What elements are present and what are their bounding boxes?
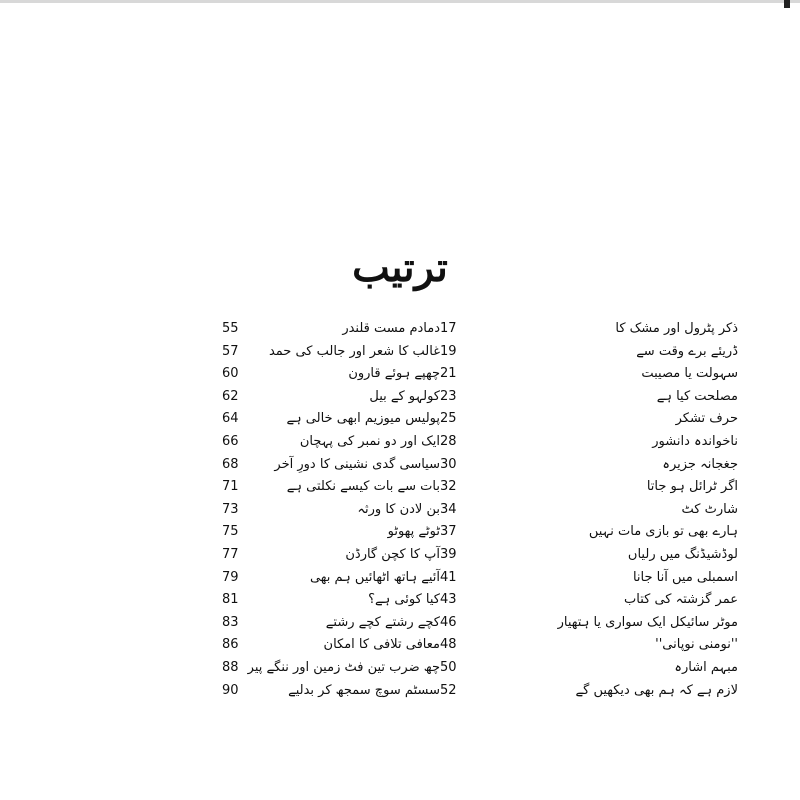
toc-entry (222, 408, 440, 431)
toc-column-left (222, 318, 440, 702)
toc-entry-title: اگر ٹرائل ہو جاتا (646, 479, 738, 495)
toc-entry (222, 567, 440, 590)
toc-page-number: 23 (440, 388, 457, 404)
toc-page-number: 32 (440, 479, 457, 495)
toc-entry-title: ذکر پٹرول اور مشک کا (615, 321, 738, 336)
toc-entry-title: ناخواندہ دانشور (652, 433, 738, 449)
page-top-edge (0, 0, 800, 3)
toc-page-number: 50 (440, 659, 457, 675)
toc-page-number: 34 (440, 501, 457, 517)
toc-page-number: 90 (222, 682, 239, 698)
page-title: ترتیب (352, 244, 448, 291)
toc-page-number: 41 (440, 569, 457, 585)
toc-page-number: 73 (222, 501, 239, 517)
toc-page-number: 68 (222, 456, 239, 472)
toc-entry-title: آئیے ہاتھ اٹھائیں ہم بھی (309, 569, 440, 585)
toc-page-number: 79 (222, 569, 239, 585)
toc-page-number: 39 (440, 546, 457, 562)
toc-page-number: 21 (440, 366, 457, 382)
toc-page-number: 66 (222, 433, 239, 449)
toc-page-number: 30 (440, 456, 457, 472)
toc-page-number: 52 (440, 682, 457, 698)
toc-entry (222, 318, 440, 341)
toc-entry (440, 386, 740, 409)
toc-entry (222, 589, 440, 612)
toc-entry-title: جغجانہ جزیرہ (662, 456, 738, 472)
toc-entry (222, 431, 440, 454)
toc-page-number: 62 (222, 388, 239, 404)
toc-column-right (440, 318, 740, 702)
toc-entry-title: مبہم اشارہ (674, 659, 738, 675)
toc-entry-title: اسمبلی میں آنا جانا (632, 569, 738, 585)
toc-entry (440, 499, 740, 522)
toc-entry (222, 680, 440, 703)
toc-entry (222, 521, 440, 544)
toc-entry-title: معافی تلافی کا امکان (323, 637, 440, 653)
toc-entry (222, 612, 440, 635)
toc-entry-title: بن لادن کا ورثہ (357, 501, 440, 517)
toc-entry (222, 544, 440, 567)
toc-entry (440, 476, 740, 499)
toc-entry (440, 634, 740, 657)
toc-page-number: 43 (440, 592, 457, 608)
toc-entry (440, 657, 740, 680)
toc-entry (440, 341, 740, 364)
toc-page-number: 64 (222, 411, 239, 427)
toc-entry (440, 680, 740, 703)
toc-entry-title: بات سے بات کیسے نکلتی ہے (286, 479, 440, 495)
toc-entry-title: ہارے بھی تو بازی مات نہیں (588, 524, 738, 540)
toc-entry-title: پولیس میوزیم ابھی خالی ہے (286, 411, 440, 427)
toc-entry (222, 341, 440, 364)
toc-entry (440, 454, 740, 477)
toc-entry (440, 612, 740, 635)
toc-entry-title: کیا کوئی ہے؟ (368, 592, 440, 608)
toc-page-number: 88 (222, 659, 239, 675)
toc-page-number: 81 (222, 592, 239, 608)
toc-entry-title: ایک اور دو نمبر کی پہچان (299, 433, 440, 449)
toc-entry-title: شارٹ کٹ (681, 501, 738, 517)
toc-entry (440, 567, 740, 590)
toc-page-number: 28 (440, 433, 457, 449)
toc-entry (440, 521, 740, 544)
toc-entry (222, 363, 440, 386)
toc-page-number: 86 (222, 637, 239, 653)
toc-entry-title: سیاسی گدی نشینی کا دورِ آخر (274, 456, 440, 472)
toc-page-number: 37 (440, 524, 457, 540)
toc-entry (222, 657, 440, 680)
toc-entry (222, 499, 440, 522)
toc-entry-title: ''نومنی نوپانی'' (655, 637, 738, 653)
toc-page-number: 19 (440, 343, 457, 359)
toc-entry-title: کولہو کے بیل (369, 388, 440, 404)
toc-entry (440, 408, 740, 431)
toc-entry (222, 476, 440, 499)
toc-entry (440, 431, 740, 454)
toc-entry (440, 589, 740, 612)
toc-entry (222, 634, 440, 657)
toc-page-number: 55 (222, 321, 239, 336)
toc-entry-title: کچے رشتے کچے رشتے (325, 614, 440, 630)
toc-entry (222, 454, 440, 477)
toc-page-number: 71 (222, 479, 239, 495)
page-corner-mark (784, 0, 790, 8)
toc-entry-title: عمر گزشتہ کی کتاب (624, 592, 738, 608)
toc-entry-title: موٹر سائیکل ایک سواری یا ہتھیار (557, 614, 738, 630)
toc-page-number: 57 (222, 343, 239, 359)
toc-page-number: 25 (440, 411, 457, 427)
toc-page-number: 48 (440, 637, 457, 653)
toc-entry-title: لوڈشیڈنگ میں رلیاں (627, 546, 738, 562)
toc-page-number: 60 (222, 366, 239, 382)
toc-entry (440, 363, 740, 386)
toc-entry-title: چھ ضرب تین فٹ زمین اور ننگے پیر (247, 659, 440, 675)
toc-page-number: 77 (222, 546, 239, 562)
toc-entry-title: سہولت یا مصیبت (641, 366, 738, 382)
toc-entry-title: آپ کا کچن گارڈن (345, 546, 440, 562)
toc-entry-title: سسٹم سوچ سمجھ کر بدلیے (288, 682, 440, 698)
toc-page-number: 75 (222, 524, 239, 540)
toc-entry (440, 318, 740, 341)
toc-page-number: 17 (440, 321, 457, 336)
toc-entry (222, 386, 440, 409)
toc-entry-title: ٹوٹے پھوٹو (387, 524, 440, 540)
toc-entry-title: حرف تشکر (675, 411, 738, 427)
toc-page-number: 83 (222, 614, 239, 630)
toc-entry-title: غالب کا شعر اور جالب کی حمد (268, 343, 440, 359)
toc-entry (440, 544, 740, 567)
toc-entry-title: دمادم مست قلندر (342, 321, 440, 336)
toc-entry-title: مصلحت کیا ہے (656, 388, 738, 404)
toc-entry-title: ڈریئے برے وقت سے (636, 343, 738, 359)
toc-entry-title: چھپے ہوئے قارون (348, 366, 440, 382)
toc-page-number: 46 (440, 614, 457, 630)
toc-entry-title: لازم ہے کہ ہم بھی دیکھیں گے (575, 682, 738, 698)
